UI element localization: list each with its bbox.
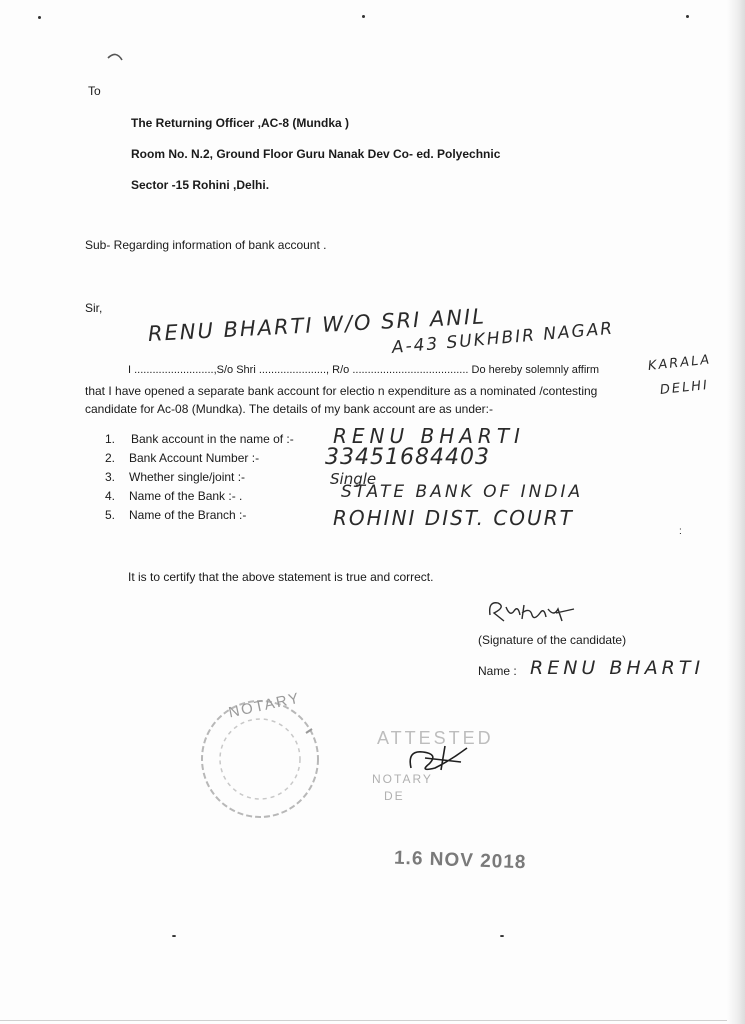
signature-image bbox=[484, 597, 580, 627]
answer-bank-name: STATE BANK OF INDIA bbox=[341, 482, 584, 502]
handwritten-name: RENU BHARTI W/O SRI ANIL bbox=[147, 304, 487, 346]
notary-seal-text: NOTARY bbox=[227, 689, 303, 722]
address-line-1: The Returning Officer ,AC-8 (Mundka ) bbox=[131, 116, 350, 130]
list-item-num: 5. bbox=[105, 508, 116, 522]
notary-stamp-text-2: DE bbox=[384, 789, 405, 803]
subject-line: Sub- Regarding information of bank account . bbox=[85, 238, 327, 252]
to-label: To bbox=[88, 84, 101, 98]
affirm-line: I ..........................,S/o Shri ......................, R/o ...................................... Do hereby solemnly affirm bbox=[128, 364, 600, 376]
salutation: Sir, bbox=[85, 301, 103, 315]
scan-speck bbox=[362, 15, 365, 18]
scan-speck bbox=[172, 935, 176, 937]
list-item-label: Name of the Branch :- bbox=[129, 508, 247, 522]
notary-signature bbox=[405, 740, 475, 776]
list-item-num: 4. bbox=[105, 489, 116, 503]
handwritten-address-1: A-43 SUKHBIR NAGAR bbox=[391, 318, 615, 358]
answer-account-name: RENU BHARTI bbox=[333, 424, 525, 448]
body-line-1: that I have opened a separate bank account for electio n expenditure as a nominated /contesting bbox=[85, 384, 598, 398]
body-line-2: candidate for Ac-08 (Mundka). The details of my bank account are as under:- bbox=[85, 402, 493, 416]
answer-account-number: 33451684403 bbox=[325, 445, 490, 470]
answer-branch-name: ROHINI DIST. COURT bbox=[333, 506, 574, 530]
notary-stamp-text: NOTARY bbox=[372, 772, 433, 786]
scan-speck bbox=[500, 935, 504, 937]
signature-caption: (Signature of the candidate) bbox=[478, 633, 627, 647]
attested-stamp: ATTESTED bbox=[377, 728, 494, 748]
scan-speck bbox=[686, 15, 689, 18]
handwritten-address-2: KARALA bbox=[647, 352, 712, 374]
scan-mark bbox=[104, 50, 128, 70]
address-line-3: Sector -15 Rohini ,Delhi. bbox=[131, 178, 270, 192]
date-stamp: 1.6 NOV 2018 bbox=[393, 847, 527, 874]
scan-speck bbox=[38, 16, 41, 19]
answer-single-joint: Single bbox=[330, 470, 377, 488]
list-item-num: 2. bbox=[105, 451, 116, 465]
list-item-label: Name of the Bank :- . bbox=[129, 489, 243, 503]
page-edge-shadow bbox=[727, 0, 745, 1024]
scan-mark: : bbox=[679, 526, 682, 537]
list-item-num: 3. bbox=[105, 470, 116, 484]
handwritten-address-3: DELHI bbox=[659, 377, 710, 398]
page-bottom-edge bbox=[0, 1020, 727, 1021]
list-item-num: 1. bbox=[105, 432, 116, 446]
address-line-2: Room No. N.2, Ground Floor Guru Nanak Dev Co- ed. Polyechnic bbox=[131, 147, 501, 161]
list-item-label: Bank account in the name of :- bbox=[131, 432, 294, 446]
certify-statement: It is to certify that the above statement is true and correct. bbox=[128, 570, 434, 584]
name-label: Name : bbox=[478, 664, 517, 678]
handwritten-candidate-name: RENU BHARTI bbox=[530, 657, 705, 679]
list-item-label: Whether single/joint :- bbox=[129, 470, 246, 484]
list-item-label: Bank Account Number :- bbox=[129, 451, 260, 465]
